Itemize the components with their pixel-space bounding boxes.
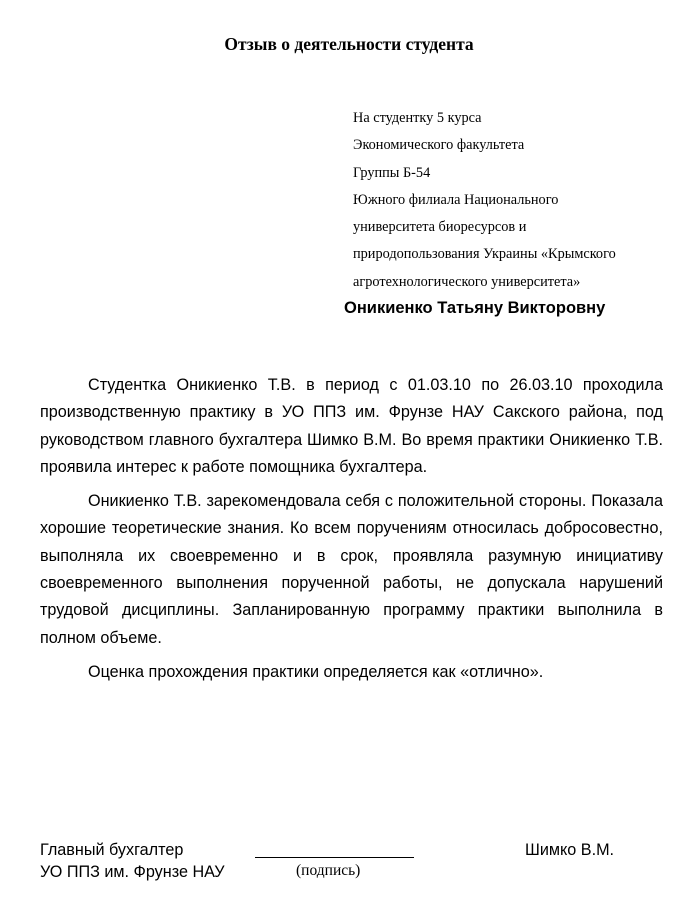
signatory-position-line: Главный бухгалтер (40, 841, 184, 859)
signatory-position-line: УО ППЗ им. Фрунзе НАУ (40, 863, 225, 881)
addressee-line: Группы Б-54 (353, 164, 431, 181)
addressee-line: На студентку 5 курса (353, 110, 482, 126)
signature-line (255, 857, 414, 858)
addressee-name: Оникиенко Татьяну Викторовну (344, 299, 606, 317)
body-paragraph: Оникиенко Т.В. зарекомендовала себя с положительной стороны. Показала хорошие теоретические знания. Ко всем поручениям относилась добросовестно, выполняла их своевременно и в срок, проявляла разумную инициативу своевременного выполнения порученной работы, не допускала нарушений трудовой дисциплины. Запланированную программу практики выполнила в полном объеме. (40, 492, 663, 647)
signature-caption: (подпись) (296, 862, 361, 879)
addressee-line: Экономического факультета (353, 137, 525, 154)
document-body (40, 372, 663, 693)
addressee-line: природопользования Украины «Крымского (353, 246, 616, 263)
signer-name: Шимко В.М. (525, 841, 615, 859)
body-paragraph: Оценка прохождения практики определяется как «отлично». (88, 662, 544, 681)
addressee-block (353, 105, 688, 296)
body-paragraph: Студентка Оникиенко Т.В. в период с 01.03.10 по 26.03.10 проходила производственную практику в УО ППЗ им. Фрунзе НАУ Сакского района, под руководством главного бухгалтера Шимко В.М. Во время практики Оникиенко Т.В. проявила интерес к работе помощника бухгалтера. (40, 376, 663, 476)
addressee-line: университета биоресурсов и (353, 219, 527, 236)
addressee-line: Южного филиала Национального (353, 191, 559, 208)
document-title: Отзыв о деятельности студента (224, 34, 474, 54)
signatory-position (40, 839, 225, 883)
addressee-line: агротехнологического университета» (353, 273, 581, 290)
